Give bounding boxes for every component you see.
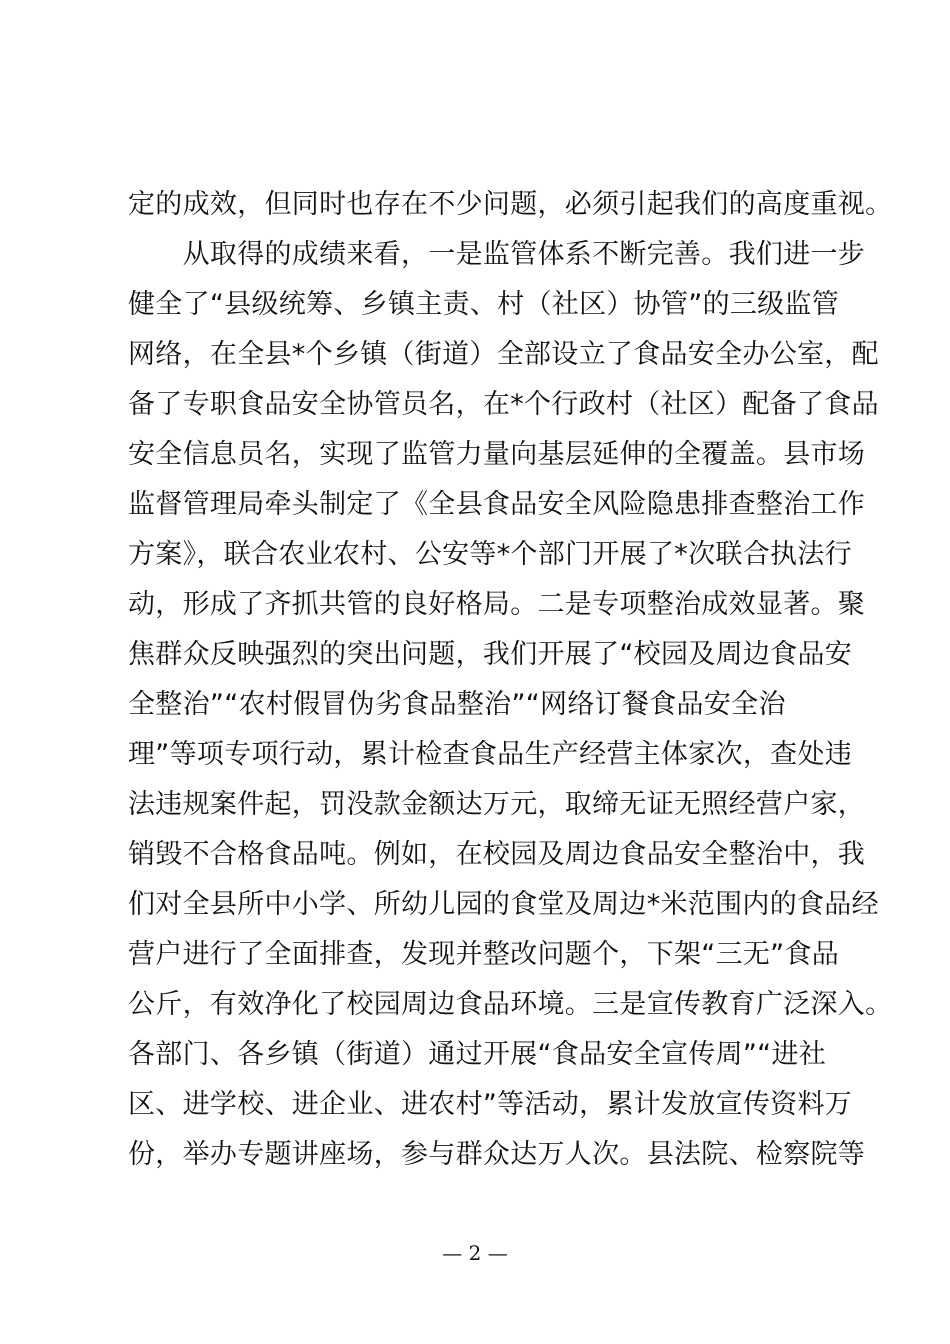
text-line: 动，形成了齐抓共管的良好格局。二是专项整治成效显著。聚 (128, 589, 866, 620)
text-line: 销毁不合格食品吨。例如，在校园及周边食品安全整治中，我 (128, 839, 866, 870)
text-line: 从取得的成绩来看，一是监管体系不断完善。我们进一步 (128, 239, 866, 270)
text-line: 区、进学校、进企业、进农村”等活动，累计发放宣传资料万 (128, 1089, 853, 1120)
text-line: 方案》，联合农业农村、公安等*个部门开展了*次联合执法行 (128, 539, 852, 570)
text-line: 营户进行了全面排查，发现并整改问题个，下架“三无”食品 (128, 939, 840, 970)
text-line: 法违规案件起，罚没款金额达万元，取缔无证无照经营户家， (128, 789, 866, 820)
page-number: — 2 — (442, 1241, 508, 1265)
text-line: 份，举办专题讲座场，参与群众达万人次。县法院、检察院等 (128, 1139, 866, 1170)
text-line: 公斤，有效净化了校园周边食品环境。三是宣传教育广泛深入。 (128, 989, 893, 1020)
text-line: 各部门、各乡镇（街道）通过开展“食品安全宣传周”“进社 (128, 1039, 827, 1070)
text-line: 健全了“县级统筹、乡镇主责、村（社区）协管”的三级监管 (128, 289, 840, 320)
text-line: 全整治”“农村假冒伪劣食品整治”“网络订餐食品安全治 (128, 689, 786, 720)
text-line: 监督管理局牵头制定了《全县食品安全风险隐患排查整治工作 (128, 489, 866, 520)
body-text (128, 180, 893, 1180)
text-line: 安全信息员名，实现了监管力量向基层延伸的全覆盖。县市场 (128, 439, 866, 470)
text-line: 焦群众反映强烈的突出问题，我们开展了“校园及周边食品安 (128, 639, 853, 670)
text-line: 定的成效，但同时也存在不少问题，必须引起我们的高度重视。 (128, 189, 893, 220)
text-line: 备了专职食品安全协管员名，在*个行政村（社区）配备了食品 (128, 389, 879, 420)
text-line: 网络，在全县*个乡镇（街道）全部设立了食品安全办公室，配 (128, 339, 879, 370)
text-line: 们对全县所中小学、所幼儿园的食堂及周边*米范围内的食品经 (128, 889, 879, 920)
text-line: 理”等项专项行动，累计检查食品生产经营主体家次，查处违 (128, 739, 853, 770)
